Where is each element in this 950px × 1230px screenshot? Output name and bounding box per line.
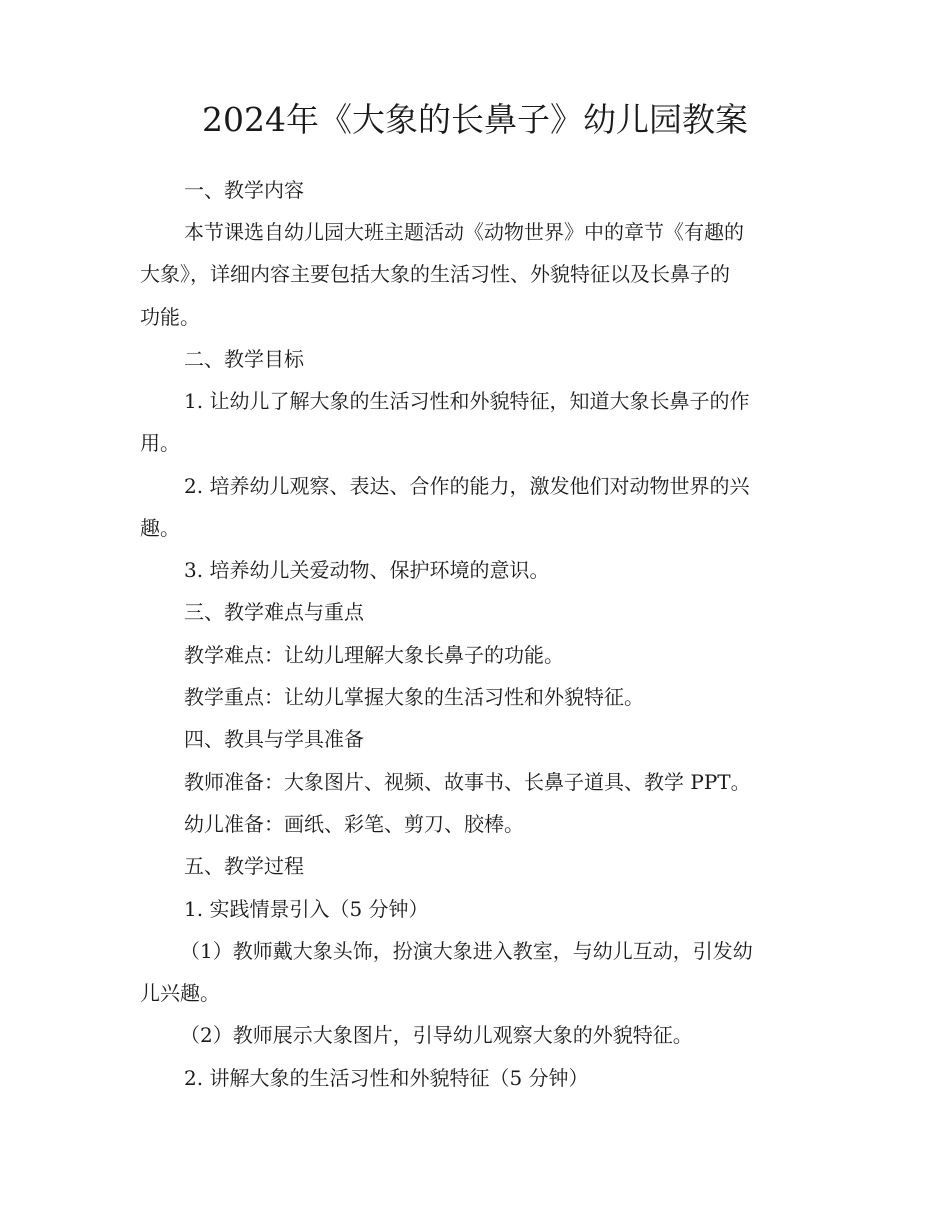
list-item-line: 儿兴趣。 <box>140 981 220 1005</box>
section-heading-teaching-content: 一、教学内容 <box>184 178 304 202</box>
section-heading-materials: 四、教具与学具准备 <box>184 727 364 751</box>
list-item-line: （1）教师戴大象头饰，扮演大象进入教室，与幼儿互动，引发幼 <box>180 939 753 963</box>
list-item-line: （2）教师展示大象图片，引导幼儿观察大象的外貌特征。 <box>180 1023 693 1047</box>
section-heading-teaching-goals: 二、教学目标 <box>184 347 304 371</box>
list-item-line: 1. 实践情景引入（5 分钟） <box>184 897 429 921</box>
paragraph-line: 幼儿准备：画纸、彩笔、剪刀、胶棒。 <box>184 812 524 836</box>
list-item-line: 2. 讲解大象的生活习性和外貌特征（5 分钟） <box>184 1066 589 1090</box>
section-heading-difficulty-focus: 三、教学难点与重点 <box>184 600 364 624</box>
paragraph-line: 功能。 <box>140 305 200 329</box>
paragraph-line: 大象》，详细内容主要包括大象的生活习性、外貌特征以及长鼻子的 <box>140 262 730 286</box>
list-item-line: 1. 让幼儿了解大象的生活习性和外貌特征，知道大象长鼻子的作 <box>184 389 750 413</box>
list-item-line: 2. 培养幼儿观察、表达、合作的能力，激发他们对动物世界的兴 <box>184 474 750 498</box>
list-item-line: 3. 培养幼儿关爱动物、保护环境的意识。 <box>184 558 550 582</box>
paragraph-line: 本节课选自幼儿园大班主题活动《动物世界》中的章节《有趣的 <box>184 220 744 244</box>
section-heading-teaching-process: 五、教学过程 <box>184 854 304 878</box>
document-title: 2024年《大象的长鼻子》幼儿园教案 <box>202 100 748 139</box>
paragraph-line: 教学难点：让幼儿理解大象长鼻子的功能。 <box>184 643 564 667</box>
list-item-line: 用。 <box>140 431 180 455</box>
list-item-line: 趣。 <box>140 516 180 540</box>
paragraph-line: 教学重点：让幼儿掌握大象的生活习性和外貌特征。 <box>184 685 644 709</box>
paragraph-line: 教师准备：大象图片、视频、故事书、长鼻子道具、教学 PPT。 <box>184 770 751 794</box>
